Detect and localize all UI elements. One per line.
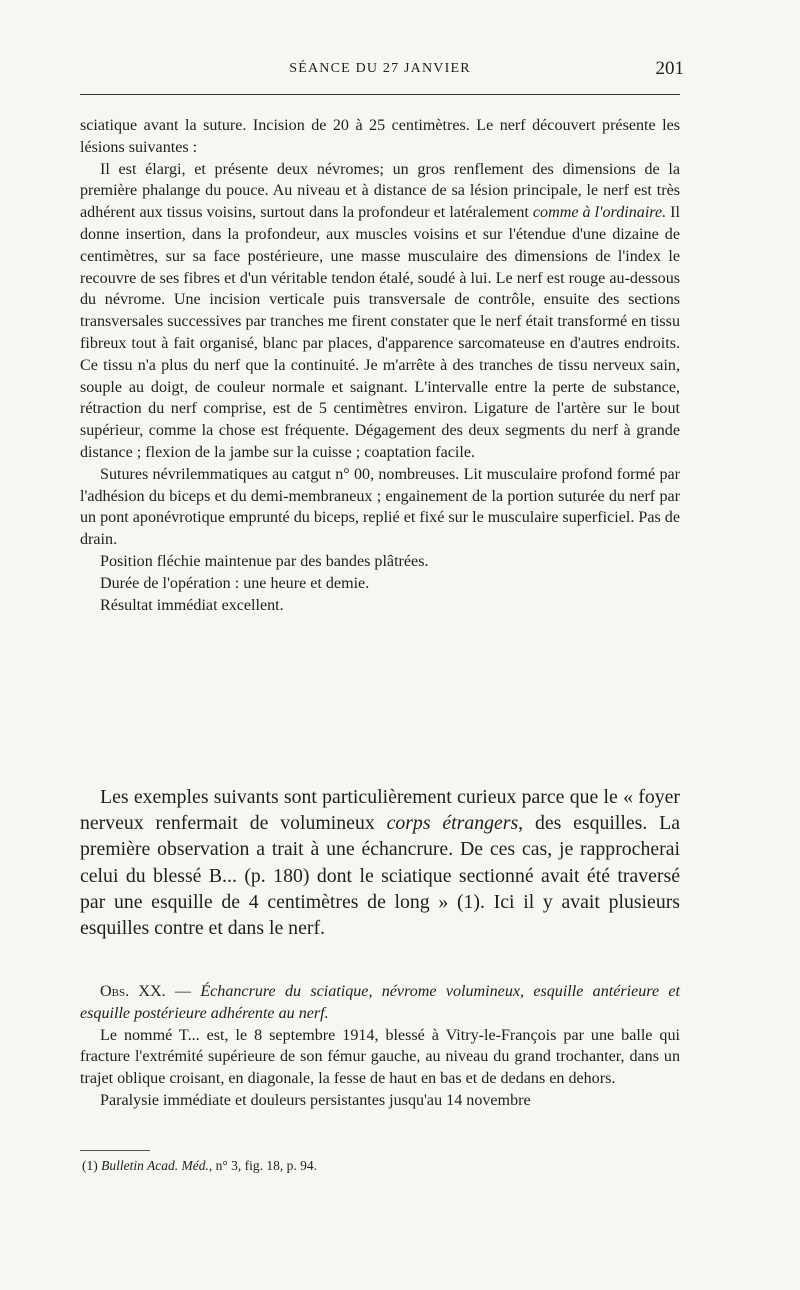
paragraph: Position fléchie maintenue par des bandes plâtrées. [100,552,429,570]
paragraph: Le nommé T... est, le 8 septembre 1914, blessé à Vitry-le-François par une balle qui fracture l'extrémité supérieure de son fémur gauche, au niveau du grand trochanter, dans un trajet oblique croisant, en diagonale, la fesse de haut en bas et de dedans en dehors. [80,1026,680,1088]
text-run: Il est élargi, et présente deux névromes; un gros renflement des dimensions de la première phalange du pouce. Au niveau et à distance de sa lésion principale, le nerf est très adhérent aux tissus voisins, surtout dans la profondeur et latéralement [80,160,680,222]
observation-heading [80,981,680,1025]
paragraph: sciatique avant la suture. Incision de 20 à 25 centimètres. Le nerf découvert présente les lésions suivantes : [80,117,680,156]
paragraph: Sutures névrilemmatiques au catgut n° 00, nombreuses. Lit musculaire profond formé par l'adhésion du biceps et du demi-membraneux ; engainement de la portion suturée du nerf par un pont aponévrotique emprunté du biceps, replié et fixé sur le musculaire superficiel. Pas de drain. [80,465,680,549]
emphasis: comme à l'ordinaire. [532,204,667,222]
paragraph [80,784,680,941]
emphasis: corps étrangers [386,812,519,835]
footnote-source: Bulletin Acad. Méd. [101,1158,209,1173]
footnote-marker: (1) [82,1158,98,1173]
header-rule [80,94,680,95]
running-head [80,58,684,82]
footnote-details: , n° 3, fig. 18, p. 94. [208,1158,318,1173]
footnote-rule [80,1150,150,1151]
page-number: 201 [655,58,684,79]
observation-title: Échancrure du sciatique, névrome volumineux, esquille antérieure et esquille postérieure adhérente au nerf. [80,983,680,1022]
observation-label: Obs. XX. — [100,983,192,1000]
footnote [82,1157,682,1175]
text-run: Les exemples suivants sont particulièrement curieux parce que le « foyer nerveux renfermait de volumineux [80,786,680,835]
paragraph: Paralysie immédiate et douleurs persistantes jusqu'au 14 novembre [100,1091,531,1109]
observation-xx [80,981,680,1112]
paragraph: Durée de l'opération : une heure et demie. [100,574,370,592]
operation-report [80,115,680,616]
paragraph [80,159,680,464]
commentary [80,784,680,941]
text-run: Il donne insertion, dans la profondeur, aux muscles voisins et sur l'étendue d'une dizaine de centimètres, sur sa face postérieure, une masse musculaire des dimensions de l'index le recouvre de ses fibres et d'un véritable tendon étalé, soudé à lui. Le nerf est rouge au-dessous du névrome. Une incision verticale puis transversale de contrôle, ensuite des sections transversales successives par tranches me firent constater que le nerf était transformé en tissu fibreux tout à fait organisé, blanc par places, d'apparence sarcomateuse en d'autres endroits. Ce tissu n'a plus du nerf que la continuité. Je m'arrête à des tranches de tissu nerveux sain, souple au doigt, de couleur normale et saignant. L'intervalle entre la perte de substance, rétraction du nerf comprise, est de 5 centimètres environ. Ligature de l'artère sur le bout supérieur, comme la chose est fréquente. Dégagement des deux segments du nerf à grande distance ; flexion de la jambe sur la cuisse ; coaptation facile. [80,204,681,461]
text-run: , des esquilles. La première observation a trait à une échancrure. De ces cas, je rapprocherai celui du blessé B... (p. 180) dont le sciatique sectionné avait été traversé par une esquille de 4 centimètres de long » (1). Ici il y avait plusieurs esquilles contre et dans le nerf. [80,812,680,940]
paragraph: Résultat immédiat excellent. [100,596,284,614]
running-title: SÉANCE DU 27 JANVIER [289,61,471,76]
